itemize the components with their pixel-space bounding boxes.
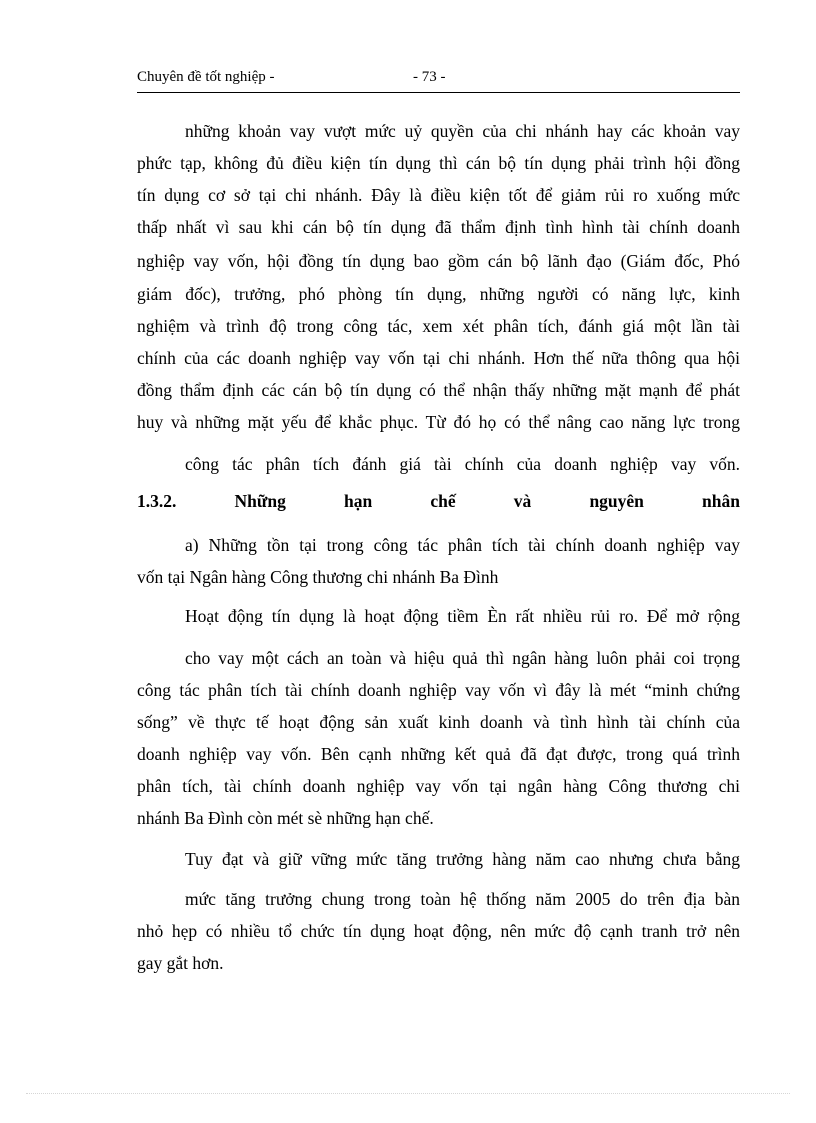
body-line: công tác phân tích đánh giá tài chính của doanh nghiệp vay vốn. [185, 454, 740, 474]
section-number: 1.3.2. [137, 491, 177, 511]
body-line: đồng thẩm định các cán bộ tín dụng có thể nhận thấy những mặt mạnh để phát [137, 380, 740, 400]
page-header [137, 66, 740, 93]
body-line: cho vay một cách an toàn và hiệu quả thì ngân hàng luôn phải coi trọng [185, 648, 740, 668]
body-line: nghiệm và trình độ trong công tác, xem xét phân tích, đánh giá một lần tài [137, 316, 740, 336]
body-line: gay gắt hơn. [137, 953, 224, 973]
body-line: tín dụng cơ sở tại chi nhánh. Đây là điều kiện tốt để giảm rủi ro xuống mức [137, 185, 740, 205]
body-line: mức tăng trưởng chung trong toàn hệ thống năm 2005 do trên địa bàn [185, 889, 740, 909]
heading-word: chế [430, 491, 456, 511]
footer-divider [26, 1093, 790, 1094]
subheading-line: vốn tại Ngân hàng Công thương chi nhánh Ba Đình [137, 567, 499, 587]
body-line: thấp nhất vì sau khi cán bộ tín dụng đã thẩm định tình hình tài chính doanh [137, 217, 740, 237]
heading-word: nhân [702, 491, 740, 511]
body-line: công tác phân tích tài chính doanh nghiệp vay vốn vì đây là mét “minh chứng [137, 680, 740, 700]
body-line: nhỏ hẹp có nhiều tổ chức tín dụng hoạt động, nên mức độ cạnh tranh trở nên [137, 921, 740, 941]
body-line: nhánh Ba Đình còn mét sè những hạn chế. [137, 808, 434, 828]
heading-word: Những [234, 491, 286, 511]
body-line: doanh nghiệp vay vốn. Bên cạnh những kết quả đã đạt được, trong quá trình [137, 744, 740, 764]
body-line: phân tích, tài chính doanh nghiệp vay vốn tại ngân hàng Công thương chi [137, 776, 740, 796]
heading-word: nguyên [589, 491, 644, 511]
header-page-number: - 73 - [413, 69, 446, 85]
body-line: chính của các doanh nghiệp vay vốn tại chi nhánh. Hơn thế nữa thông qua hội [137, 348, 740, 368]
body-line: nghiệp vay vốn, hội đồng tín dụng bao gồm cán bộ lãnh đạo (Giám đốc, Phó [137, 251, 740, 271]
body-line: những khoản vay vượt mức uỷ quyền của chi nhánh hay các khoản vay [185, 121, 740, 141]
header-title: Chuyên đề tốt nghiệp - [137, 69, 275, 85]
body-line: phức tạp, không đủ điều kiện tín dụng thì cán bộ tín dụng phải trình hội đồng [137, 153, 740, 173]
body-line: giám đốc), trưởng, phó phòng tín dụng, những người có năng lực, kinh [137, 284, 740, 304]
heading-word: hạn [344, 491, 373, 511]
heading-word: và [513, 491, 532, 511]
section-heading [137, 490, 740, 512]
body-line: Tuy đạt và giữ vững mức tăng trưởng hàng năm cao nhưng chưa bằng [185, 849, 740, 869]
subheading-line: a) Những tồn tại trong công tác phân tích tài chính doanh nghiệp vay [185, 535, 740, 555]
body-line: huy và những mặt yếu để khắc phục. Từ đó họ có thể nâng cao năng lực trong [137, 412, 740, 432]
body-line: Hoạt động tín dụng là hoạt động tiềm Èn rất nhiều rủi ro. Để mở rộng [185, 606, 740, 626]
body-line: sống” về thực tế hoạt động sản xuất kinh doanh và tình hình tài chính của [137, 712, 740, 732]
